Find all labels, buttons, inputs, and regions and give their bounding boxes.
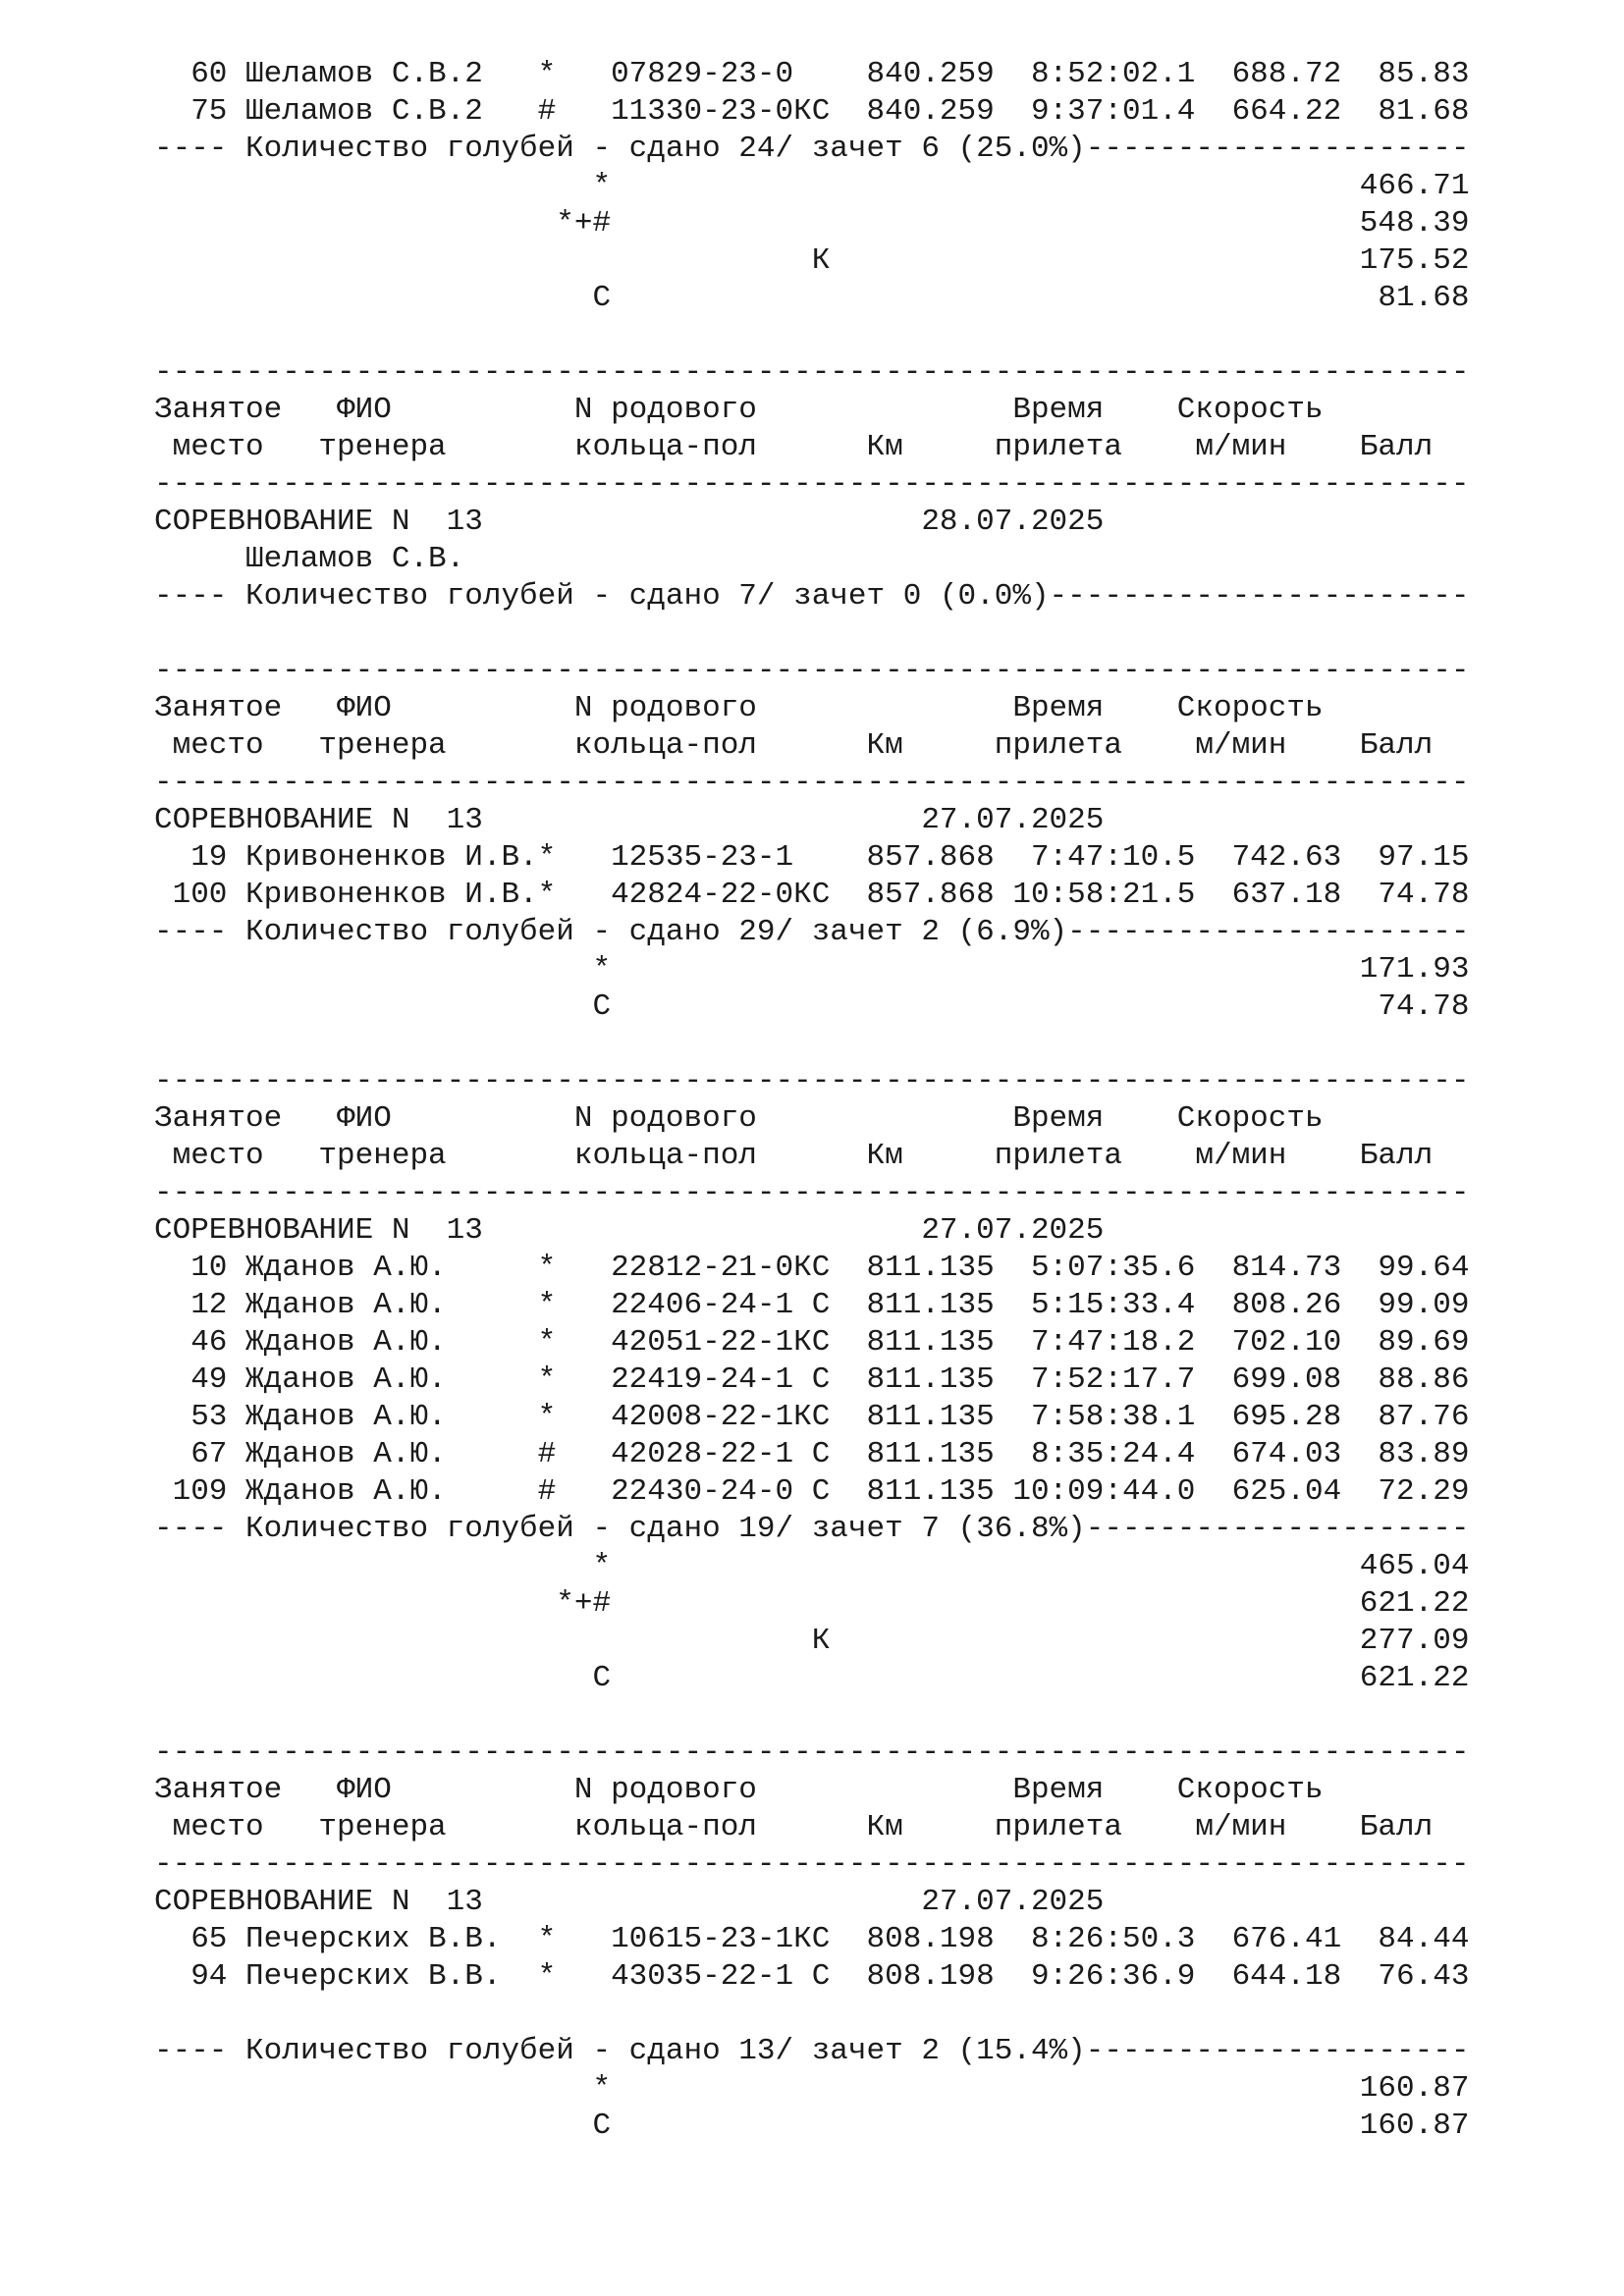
report-line: ------------------------------------------------------------------------ [154,1735,1470,1770]
report-line: 53 Жданов А.Ю. * 42008-22-1КС 811.135 7:58:38.1 695.28 87.76 [154,1400,1470,1434]
report-line: К 175.52 [154,243,1470,278]
report-line: место тренера кольца-пол Км прилета м/мин Балл [154,430,1434,464]
report-line: С 160.87 [154,2109,1470,2143]
report-line: 12 Жданов А.Ю. * 22406-24-1 С 811.135 5:15:33.4 808.26 99.09 [154,1288,1470,1322]
report-line: Занятое ФИО N родового Время Скорость [154,393,1324,427]
report-line: 46 Жданов А.Ю. * 42051-22-1КС 811.135 7:47:18.2 702.10 89.69 [154,1325,1470,1360]
report-line: ------------------------------------------------------------------------ [154,766,1470,800]
report-line: 67 Жданов А.Ю. # 42028-22-1 С 811.135 8:35:24.4 674.03 83.89 [154,1437,1470,1471]
report-line: ------------------------------------------------------------------------ [154,355,1470,390]
report-line: 10 Жданов А.Ю. * 22812-21-0КС 811.135 5:07:35.6 814.73 99.64 [154,1251,1470,1285]
report-line: место тренера кольца-пол Км прилета м/мин Балл [154,728,1434,763]
report-line: ---- Количество голубей - сдано 29/ зачет 2 (6.9%)---------------------- [154,915,1470,949]
report-line: С 621.22 [154,1661,1470,1695]
report-line: * 171.93 [154,952,1470,987]
report-line: Занятое ФИО N родового Время Скорость [154,1773,1324,1807]
report-line: * 160.87 [154,2071,1470,2106]
report-line: ------------------------------------------------------------------------ [154,654,1470,688]
report-line: Занятое ФИО N родового Время Скорость [154,691,1324,725]
report-line: С 81.68 [154,281,1470,315]
report-line: ---- Количество голубей - сдано 7/ зачет 0 (0.0%)----------------------- [154,579,1470,614]
report-line: К 277.09 [154,1624,1470,1658]
report-line: 19 Кривоненков И.В.* 12535-23-1 857.868 7:47:10.5 742.63 97.15 [154,840,1470,875]
report-line: ------------------------------------------------------------------------ [154,1064,1470,1098]
report-line: Занятое ФИО N родового Время Скорость [154,1101,1324,1136]
report-line: ------------------------------------------------------------------------ [154,1847,1470,1882]
report-line: СОРЕВНОВАНИЕ N 13 27.07.2025 [154,1213,1105,1248]
report-line: 75 Шеламов С.В.2 # 11330-23-0КС 840.259 9:37:01.4 664.22 81.68 [154,94,1470,129]
report-line: место тренера кольца-пол Км прилета м/мин Балл [154,1810,1434,1844]
report-line: 65 Печерских В.В. * 10615-23-1КС 808.198 8:26:50.3 676.41 84.44 [154,1922,1470,1956]
report-line: 100 Кривоненков И.В.* 42824-22-0КС 857.868 10:58:21.5 637.18 74.78 [154,878,1470,912]
report-line: место тренера кольца-пол Км прилета м/мин Балл [154,1139,1434,1173]
report-line: ------------------------------------------------------------------------ [154,1176,1470,1210]
report-line: С 74.78 [154,989,1470,1024]
report-line: СОРЕВНОВАНИЕ N 13 27.07.2025 [154,1885,1105,1919]
report-line: * 466.71 [154,169,1470,203]
report-line: ---- Количество голубей - сдано 24/ зачет 6 (25.0%)--------------------- [154,132,1470,166]
report-line: *+# 548.39 [154,206,1470,240]
report-line: * 465.04 [154,1549,1470,1583]
report-line: *+# 621.22 [154,1586,1470,1621]
report-line: 49 Жданов А.Ю. * 22419-24-1 С 811.135 7:52:17.7 699.08 88.86 [154,1362,1470,1397]
report-line: СОРЕВНОВАНИЕ N 13 27.07.2025 [154,803,1105,837]
report-line: Шеламов С.В. [154,542,465,576]
report-line: ------------------------------------------------------------------------ [154,467,1470,502]
report-line: 60 Шеламов С.В.2 * 07829-23-0 840.259 8:52:02.1 688.72 85.83 [154,57,1470,91]
report-line: 94 Печерских В.В. * 43035-22-1 С 808.198 9:26:36.9 644.18 76.43 [154,1959,1470,1994]
report-line: 109 Жданов А.Ю. # 22430-24-0 С 811.135 10:09:44.0 625.04 72.29 [154,1474,1470,1509]
report-line: ---- Количество голубей - сдано 19/ зачет 7 (36.8%)--------------------- [154,1512,1470,1546]
report-line: СОРЕВНОВАНИЕ N 13 28.07.2025 [154,505,1105,539]
report-line: ---- Количество голубей - сдано 13/ зачет 2 (15.4%)--------------------- [154,2034,1470,2068]
